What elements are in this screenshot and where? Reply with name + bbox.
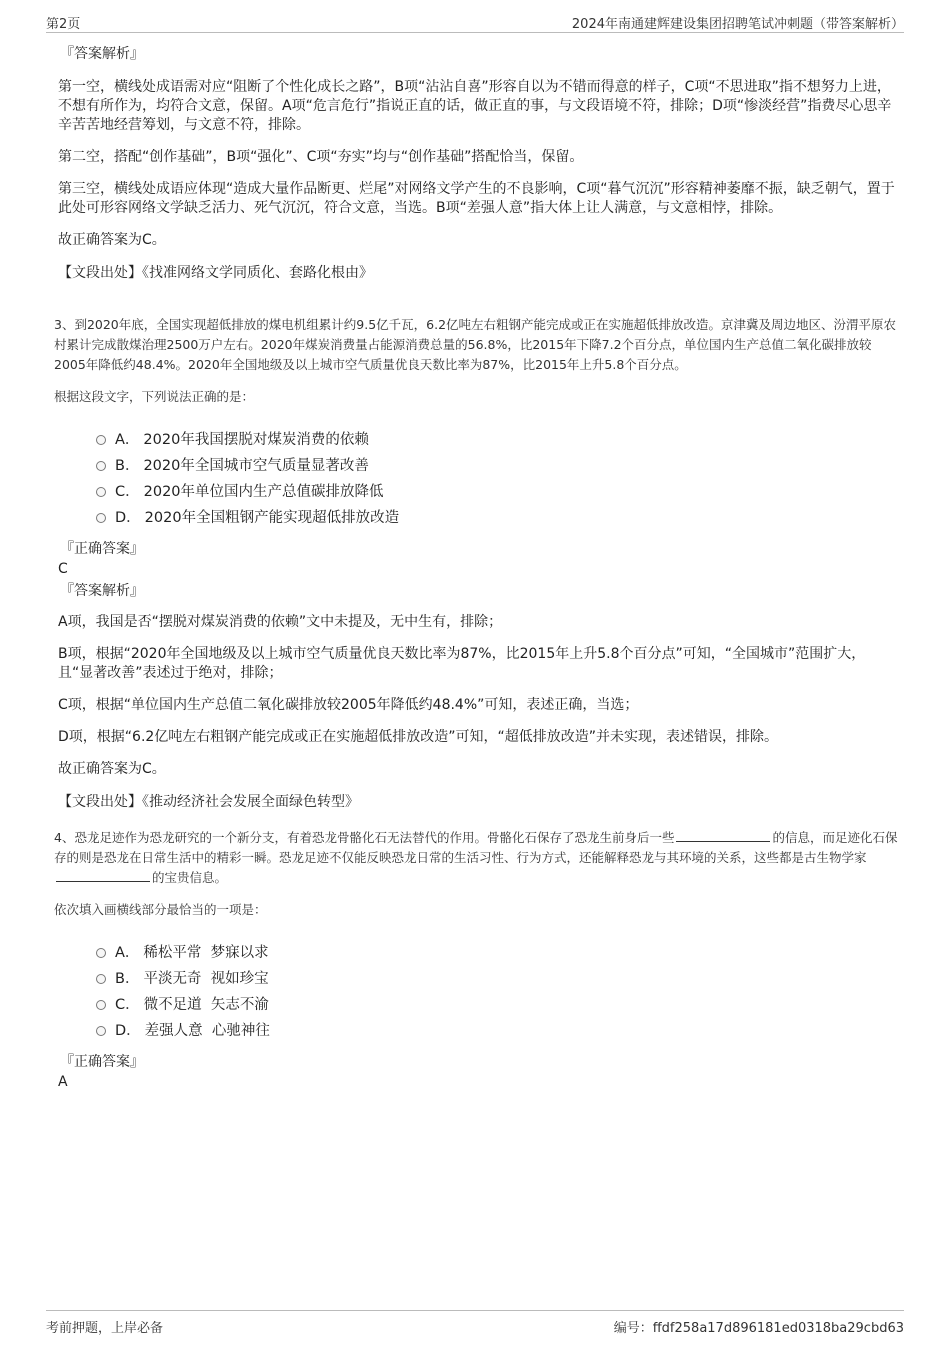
radio-button-icon[interactable] <box>96 513 106 523</box>
option-c[interactable] <box>96 477 898 503</box>
passage-source: 【文段出处】《推动经济社会发展全面绿色转型》 <box>58 794 359 810</box>
correct-answer-label: 『正确答案』 <box>60 541 144 557</box>
option-key: D． <box>115 509 141 526</box>
document-id: 编号：ffdf258a17d896181ed0318ba29cbd63 <box>613 1321 904 1336</box>
correct-answer-value: C <box>58 561 68 577</box>
page-header <box>46 10 904 33</box>
document-title: 2024年南通建辉建设集团招聘笔试冲刺题（带答案解析） <box>571 17 904 32</box>
option-key: A． <box>115 944 140 961</box>
radio-button-icon[interactable] <box>96 974 106 984</box>
option-b[interactable] <box>96 964 898 990</box>
radio-button-icon[interactable] <box>96 435 106 445</box>
option-key: A． <box>115 431 140 448</box>
page-number: 第2页 <box>46 17 81 32</box>
question-4-text <box>54 828 898 888</box>
option-b[interactable] <box>96 451 898 477</box>
question-4-prompt: 依次填入画横线部分最恰当的一项是： <box>54 902 267 917</box>
question-4-text-part: 的信息，而足迹化石保存的则是恐龙在日常生活中的精彩一瞬。恐龙足迹不仅能反映恐龙日常的生活习性、行为方式，还能解释恐龙与其环境的关系，这些都是古生物学家 <box>54 830 898 865</box>
question-3-options <box>96 425 898 529</box>
question-4-options <box>96 938 898 1042</box>
option-c[interactable] <box>96 990 898 1016</box>
option-key: B． <box>115 457 140 474</box>
question-3-prompt: 根据这段文字，下列说法正确的是： <box>54 389 255 404</box>
radio-button-icon[interactable] <box>96 1000 106 1010</box>
correct-answer-value: A <box>58 1074 68 1090</box>
question-4-text-part: 4、恐龙足迹作为恐龙研究的一个新分支，有着恐龙骨骼化石无法替代的作用。骨骼化石保存了恐龙生前身后一些 <box>54 830 675 845</box>
analysis-conclusion: 故正确答案为C。 <box>58 761 166 777</box>
analysis-paragraph: B项，根据“2020年全国地级及以上城市空气质量优良天数比率为87%，比2015年上升5.8个百分点”可知，“全国城市”范围扩大，且“显著改善”表述过于绝对，排除； <box>58 646 866 681</box>
analysis-label: 『答案解析』 <box>60 46 144 62</box>
option-text: 差强人意 心驰神往 <box>144 1022 270 1039</box>
option-text: 2020年全国粗钢产能实现超低排放改造 <box>144 509 400 526</box>
question-4-text-part: 的宝贵信息。 <box>152 870 228 885</box>
radio-button-icon[interactable] <box>96 1026 106 1036</box>
option-text: 稀松平常 梦寐以求 <box>143 944 269 961</box>
radio-button-icon[interactable] <box>96 487 106 497</box>
option-d[interactable] <box>96 503 898 529</box>
option-key: C． <box>115 483 140 500</box>
question-3-text: 3、到2020年底，全国实现超低排放的煤电机组累计约9.5亿千瓦，6.2亿吨左右粗钢产能完成或正在实施超低排放改造。京津冀及周边地区、汾渭平原农村累计完成散煤治理2500万户左右。2020年煤炭消费量占能源消费总量的56.8%，比2015年下降7.2个百分点，单位国内生产总值二氧化碳排放较2005年降低约48.4%。2020年全国地级及以上城市空气质量优良天数比率为87%，比2015年上升5.8个百分点。 <box>54 317 897 372</box>
analysis-paragraph: A项，我国是否“摆脱对煤炭消费的依赖”文中未提及，无中生有，排除； <box>58 614 503 630</box>
page-content <box>54 44 898 1094</box>
radio-button-icon[interactable] <box>96 461 106 471</box>
analysis-label: 『答案解析』 <box>60 583 144 599</box>
analysis-paragraph: 第三空，横线处成语应体现“造成大量作品断更、烂尾”对网络文学产生的不良影响，C项“暮气沉沉”形容精神萎靡不振，缺乏朝气，置于此处可形容网络文学缺乏活力、死气沉沉，符合文意，当选。B项“差强人意”指大体上让人满意，与文意相悖，排除。 <box>58 181 895 216</box>
analysis-paragraph: D项，根据“6.2亿吨左右粗钢产能完成或正在实施超低排放改造”可知，“超低排放改造”并未实现，表述错误，排除。 <box>58 729 779 745</box>
option-key: B． <box>115 970 140 987</box>
option-key: D． <box>115 1022 141 1039</box>
option-text: 微不足道 矢志不渝 <box>143 996 269 1013</box>
radio-button-icon[interactable] <box>96 948 106 958</box>
option-text: 平淡无奇 视如珍宝 <box>143 970 269 987</box>
option-text: 2020年单位国内生产总值碳排放降低 <box>143 483 384 500</box>
analysis-paragraph: 第二空，搭配“创作基础”，B项“强化”、C项“夯实”均与“创作基础”搭配恰当，保留。 <box>58 149 584 165</box>
analysis-conclusion: 故正确答案为C。 <box>58 232 166 248</box>
correct-answer-label: 『正确答案』 <box>60 1054 144 1070</box>
option-key: C． <box>115 996 140 1013</box>
fill-blank <box>56 869 150 882</box>
option-d[interactable] <box>96 1016 898 1042</box>
option-text: 2020年我国摆脱对煤炭消费的依赖 <box>143 431 369 448</box>
analysis-paragraph: C项，根据“单位国内生产总值二氧化碳排放较2005年降低约48.4%”可知，表述正确，当选； <box>58 697 639 713</box>
option-a[interactable] <box>96 425 898 451</box>
option-text: 2020年全国城市空气质量显著改善 <box>143 457 369 474</box>
passage-source: 【文段出处】《找准网络文学同质化、套路化根由》 <box>58 265 373 281</box>
analysis-paragraph: 第一空，横线处成语需对应“阻断了个性化成长之路”，B项“沾沾自喜”形容自以为不错而得意的样子，C项“不思进取”指不想努力上进，不想有所作为，均符合文意，保留。A项“危言危行”指说正直的话，做正直的事，与文段语境不符，排除；D项“惨淡经营”指费尽心思辛辛苦苦地经营筹划，与文意不符，排除。 <box>58 79 892 133</box>
page-footer <box>46 1310 904 1337</box>
footer-slogan: 考前押题，上岸必备 <box>46 1321 164 1336</box>
fill-blank <box>676 829 770 842</box>
option-a[interactable] <box>96 938 898 964</box>
